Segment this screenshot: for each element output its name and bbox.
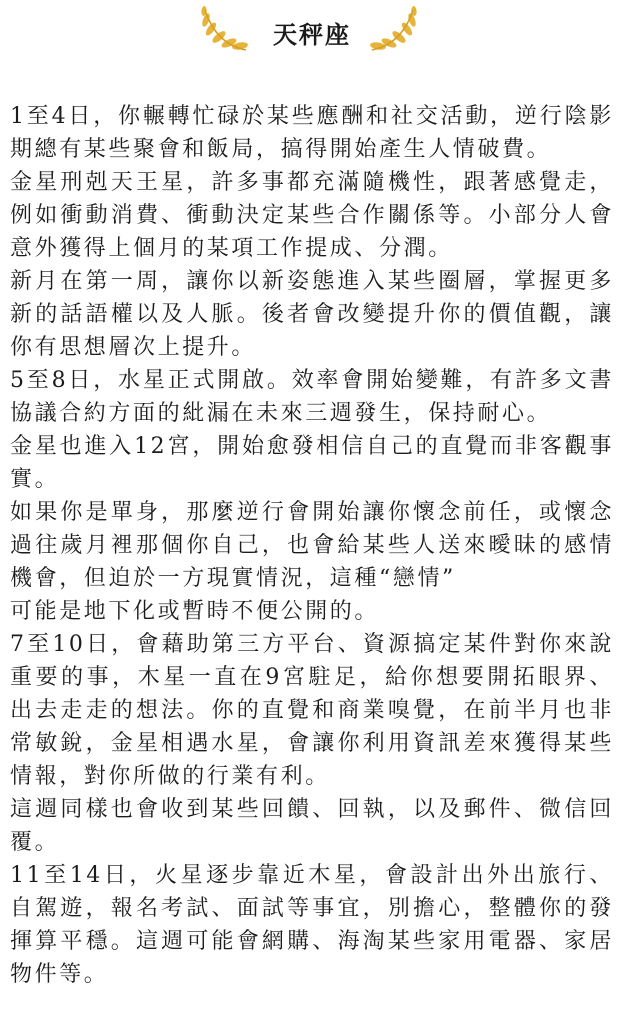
paragraph: 可能是地下化或暫時不便公開的。 <box>10 599 380 624</box>
paragraph: 5至8日，水星正式開啟。效率會開始變難，有許多文書協議合約方面的紕漏在未來三週發生，保持耐心。 <box>10 368 614 426</box>
paragraph: 1至4日，你輾轉忙碌於某些應酬和社交活動，逆行陰影期總有某些聚會和飯局，搞得開始產生人情破費。 <box>10 104 614 162</box>
paragraph: 如果你是單身，那麼逆行會開始讓你懷念前任，或懷念過往歲月裡那個你自己，也會給某些人送來曖昧的感情機會，但迫於一方現實情況，這種“戀情” <box>10 500 614 591</box>
paragraph: 金星也進入12宮，開始愈發相信自己的直覺而非客觀事實。 <box>10 434 614 492</box>
laurel-right-icon <box>368 6 420 54</box>
paragraph: 11至14日，火星逐步靠近木星，會設計出外出旅行、自駕遊，報名考試、面試等事宜，別擔心，整體你的發揮算平穩。這週可能會網購、海淘某些家用電器、家居物件等。 <box>10 863 614 987</box>
paragraph: 7至10日，會藉助第三方平台、資源搞定某件對你來說重要的事，木星一直在9宮駐足，給你想要開拓眼界、出去走走的想法。你的直覺和商業嗅覺，在前半月也非常敏銳，金星相遇水星，會讓你利用資訊差來獲得某些情報，對你所做的行業有利。 <box>10 632 614 789</box>
paragraph: 金星刑剋天王星，許多事都充滿隨機性，跟著感覺走，例如衝動消費、衝動決定某些合作關係等。小部分人會意外獲得上個月的某項工作提成、分潤。 <box>10 170 614 261</box>
page-title: 天秤座 <box>273 21 351 49</box>
article-body <box>10 100 614 991</box>
header-bar <box>0 0 624 64</box>
paragraph: 新月在第一周，讓你以新姿態進入某些圈層，掌握更多新的話語權以及人脈。後者會改變提升你的價值觀，讓你有思想層次上提升。 <box>10 269 614 360</box>
paragraph: 這週同樣也會收到某些回饋、回執，以及郵件、微信回覆。 <box>10 797 614 855</box>
